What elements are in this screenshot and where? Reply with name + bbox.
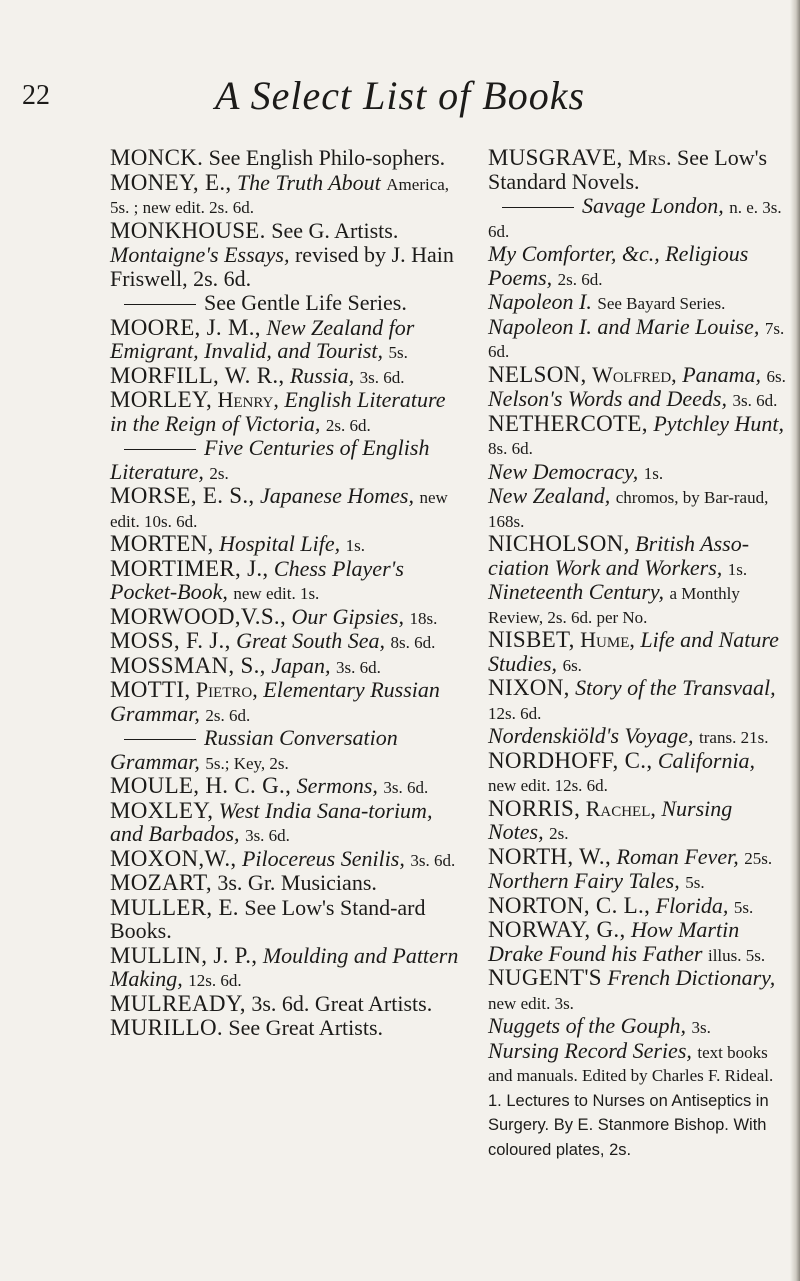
repeat-dash (502, 207, 574, 208)
list-item (488, 749, 786, 796)
book-title: Russian Conversation Grammar, (110, 725, 398, 774)
entry-details: chromos, by Bar-raud, 168s. (488, 488, 769, 531)
list-item (110, 944, 465, 991)
entry-text: See Low's Stand-ard Books. (110, 894, 426, 943)
entry-details: 3s. 6d. (359, 367, 405, 387)
author-forename: Henry, (217, 387, 279, 412)
author-name: MOORE, J. M., (110, 314, 261, 340)
book-title: Elementary Russian Grammar, (110, 677, 440, 726)
list-item (110, 291, 465, 315)
list-item (110, 726, 465, 773)
list-item (488, 797, 786, 844)
book-title: French Dictionary, (607, 965, 776, 990)
entry-details: 3s. 6d. (383, 778, 429, 797)
author-name: MOSS, F. J., (110, 628, 231, 653)
book-title: Japanese Homes, (259, 483, 414, 508)
running-title: A Select List of Books (214, 73, 586, 118)
author-name: NORWAY, G., (488, 917, 626, 942)
list-item (488, 484, 786, 531)
list-item (488, 894, 786, 918)
left-column (110, 146, 465, 1041)
list-item (488, 966, 786, 1013)
list-item (488, 387, 786, 411)
author-name: MOXLEY, (110, 797, 214, 823)
author-name: MORTEN, (110, 531, 214, 556)
list-item (110, 436, 465, 483)
author-name: MOZART, (110, 870, 212, 895)
entry-details: America, 5s. ; new edit. 2s. 6d. (110, 174, 450, 217)
page-header (0, 72, 800, 122)
repeat-dash (124, 739, 196, 740)
author-forename: Hume, (580, 627, 635, 652)
list-item (488, 869, 786, 893)
entry-details: 3s. (691, 1018, 711, 1037)
list-item (488, 242, 786, 289)
entry-text: See G. Artists. (271, 217, 399, 243)
book-title: Panama, (682, 361, 762, 387)
author-forename: Rachel, (585, 795, 656, 821)
book-title: Northern Fairy Tales, (488, 868, 680, 893)
entry-details: 25s. (744, 848, 773, 868)
book-title: New Democracy, (488, 458, 639, 484)
list-item (110, 871, 465, 895)
book-title: Savage London, (582, 193, 724, 218)
right-column (488, 146, 786, 1161)
entry-details: 2s. 6d. (325, 415, 371, 435)
footnote-text: 1. Lectures to Nurses on Antiseptics in Surgery. By E. Stanmore Bishop. With coloured plates, 2s. (488, 1091, 769, 1159)
list-item (488, 412, 786, 459)
list-item (110, 1016, 465, 1040)
author-name: MONEY, E., (110, 169, 232, 195)
book-title: Story of the Transvaal, (575, 675, 776, 700)
list-item (488, 676, 786, 723)
repeat-dash (124, 449, 196, 450)
entry-details: 1s. (643, 463, 664, 483)
entry-details: new edit. 12s. 6d. (488, 776, 608, 795)
entry-details: 3s. 6d. (410, 850, 456, 870)
list-item (488, 1087, 786, 1161)
book-title: Chess Player's Pocket-Book, (110, 555, 404, 604)
list-item (488, 194, 786, 241)
author-name: MORSE, E. S., (110, 483, 255, 508)
list-item (110, 896, 465, 943)
entry-details: 5s. (388, 343, 408, 362)
book-title: Great South Sea, (236, 628, 386, 653)
book-title: Sermons, (296, 773, 378, 798)
entry-details: 7s. 6d. (488, 318, 785, 361)
book-title: Nineteenth Century, (488, 579, 664, 604)
author-name: MULLER, E. (110, 894, 239, 920)
entry-details: 3s. 6d. (335, 657, 381, 677)
list-item (488, 315, 786, 362)
book-title: Life and Nature Studies, (488, 627, 779, 676)
author-name: MOULE, H. C. G., (110, 773, 292, 798)
book-title: The Truth About (236, 169, 381, 195)
book-title: Napoleon I. and Marie Louise, (488, 313, 760, 339)
list-item (110, 219, 465, 243)
entry-details: 18s. (409, 608, 438, 628)
entry-text: revised by J. Hain Friswell, 2s. 6d. (110, 242, 454, 291)
entry-details: trans. 21s. (699, 728, 769, 747)
author-name: MUSGRAVE, (488, 145, 623, 170)
book-title: British Asso-ciation Work and Workers, (488, 531, 750, 580)
entry-details: See Bayard Series. (597, 294, 726, 313)
book-title: Five Centuries of English Literature, (110, 435, 430, 484)
book-title: My Comforter, &c., Religious Poems, (488, 241, 749, 290)
book-title: Our Gipsies, (291, 603, 404, 629)
author-name: MORTIMER, J., (110, 555, 269, 581)
author-name: NETHERCOTE, (488, 410, 648, 436)
book-title: California, (657, 747, 756, 773)
list-item (488, 845, 786, 869)
author-name: NORTH, W., (488, 843, 612, 869)
list-item (488, 532, 786, 579)
book-title: Florida, (655, 892, 729, 918)
book-title: Napoleon I. (488, 289, 592, 314)
author-name: NISBET, (488, 627, 575, 652)
entry-details: 1s. (345, 536, 365, 555)
list-item (110, 654, 465, 678)
entry-details: 12s. 6d. (188, 971, 242, 990)
list-item (488, 580, 786, 627)
entry-details: n. e. 3s. 6d. (488, 198, 782, 241)
entry-details: new edit. 3s. (488, 993, 574, 1013)
page-number: 22 (22, 80, 50, 111)
book-title: English Literature in the Reign of Victoria, (110, 387, 446, 436)
entry-text: 3s. Gr. Musicians. (217, 870, 377, 895)
repeat-dash (124, 304, 196, 305)
entry-details: a Monthly Review, 2s. 6d. per No. (488, 584, 740, 627)
author-name: NUGENT'S (488, 965, 602, 990)
entry-details: 6s. (562, 655, 582, 675)
author-name: MOTTI, (110, 677, 191, 702)
author-name: MURILLO. (110, 1015, 223, 1040)
list-item (110, 171, 465, 218)
list-item (110, 799, 465, 846)
book-title: Montaigne's Essays, (110, 242, 290, 267)
list-item (110, 629, 465, 653)
author-name: MULREADY, (110, 990, 246, 1016)
author-name: MORWOOD,V.S., (110, 603, 287, 629)
entry-details: text books and manuals. Edited by Charles F. Rideal. (488, 1042, 774, 1085)
book-title: Nelson's Words and Deeds, (488, 386, 727, 411)
list-item (110, 388, 465, 435)
list-item (110, 532, 465, 556)
entry-text: See Gentle Life Series. (204, 290, 407, 315)
entry-text: See Low's Standard Novels. (488, 145, 768, 194)
list-item (110, 847, 465, 871)
list-item (488, 724, 786, 748)
list-item (110, 146, 465, 170)
entry-details: 8s. 6d. (488, 439, 533, 458)
author-name: NIXON, (488, 675, 570, 700)
list-item (110, 484, 465, 531)
entry-details: 5s. (685, 873, 705, 892)
book-title: West India Sana-torium, and Barbados, (110, 797, 433, 846)
entry-details: 3s. 6d. (245, 826, 290, 845)
list-item (488, 290, 786, 314)
book-title: Pilocereus Senilis, (241, 845, 405, 871)
book-title: Moulding and Pattern Making, (110, 942, 459, 991)
author-name: NORDHOFF, C., (488, 747, 653, 773)
book-title: New Zealand for Emigrant, Invalid, and Tourist, (110, 314, 415, 363)
book-title: Nordenskiöld's Voyage, (488, 723, 694, 748)
author-name: MONCK. (110, 145, 204, 170)
book-title: New Zealand, (488, 483, 611, 508)
list-item (110, 243, 465, 290)
author-name: NORTON, C. L., (488, 892, 651, 918)
entry-details: 2s. 6d. (205, 705, 251, 725)
list-item (488, 146, 786, 193)
entry-text: 3s. 6d. Great Artists. (251, 990, 433, 1016)
book-title: Pytchley Hunt, (653, 410, 785, 436)
book-title: Hospital Life, (219, 531, 341, 556)
list-item (110, 364, 465, 388)
author-name: NICHOLSON, (488, 531, 630, 556)
entry-details: new edit. 1s. (233, 584, 320, 603)
list-item (110, 605, 465, 629)
author-name: MORLEY, (110, 387, 212, 412)
book-title: Nursing Notes, (488, 795, 733, 844)
book-title: Nuggets of the Gouph, (488, 1013, 686, 1038)
list-item (488, 918, 786, 965)
author-forename: Mrs. (628, 145, 672, 170)
entry-details: 5s.; Key, 2s. (205, 753, 289, 773)
author-name: NORRIS, (488, 795, 581, 821)
list-item (110, 557, 465, 604)
entry-details: 3s. 6d. (732, 391, 778, 410)
list-item (488, 1014, 786, 1038)
list-item (110, 316, 465, 363)
list-item (488, 628, 786, 675)
entry-details: 6s. (766, 366, 786, 386)
entry-details: 5s. (733, 897, 754, 917)
list-item (488, 1039, 786, 1086)
list-item (488, 460, 786, 484)
list-item (110, 774, 465, 798)
entry-text: See English Philo-sophers. (208, 145, 446, 170)
list-item (488, 363, 786, 387)
author-forename: Pietro, (195, 677, 258, 702)
entry-details: 12s. 6d. (488, 703, 542, 723)
author-name: MULLIN, J. P., (110, 942, 258, 968)
book-title: Roman Fever, (616, 843, 739, 869)
entry-text: See Great Artists. (228, 1015, 384, 1040)
entry-details: new edit. 10s. 6d. (110, 488, 448, 531)
book-title: Japan, (271, 652, 331, 678)
author-name: MOXON,W., (110, 845, 237, 871)
book-title: Nursing Record Series, (488, 1037, 692, 1063)
author-name: NELSON, (488, 361, 587, 387)
list-item (110, 678, 465, 725)
book-title: How Martin Drake Found his Father (488, 917, 740, 966)
entry-details: 1s. (727, 559, 748, 579)
entry-details: 2s. (549, 824, 569, 843)
book-title: Russia, (289, 362, 355, 388)
entry-details: 8s. 6d. (390, 633, 436, 652)
entry-details: 2s. (209, 463, 229, 483)
author-name: MOSSMAN, S., (110, 652, 266, 678)
list-item (110, 992, 465, 1016)
page-edge-shadow (790, 0, 800, 1281)
entry-details: 2s. 6d. (557, 269, 603, 289)
author-forename: Wolfred, (592, 361, 677, 387)
author-name: MORFILL, W. R., (110, 362, 285, 388)
entry-details: illus. 5s. (707, 945, 766, 965)
author-name: MONKHOUSE. (110, 217, 266, 243)
